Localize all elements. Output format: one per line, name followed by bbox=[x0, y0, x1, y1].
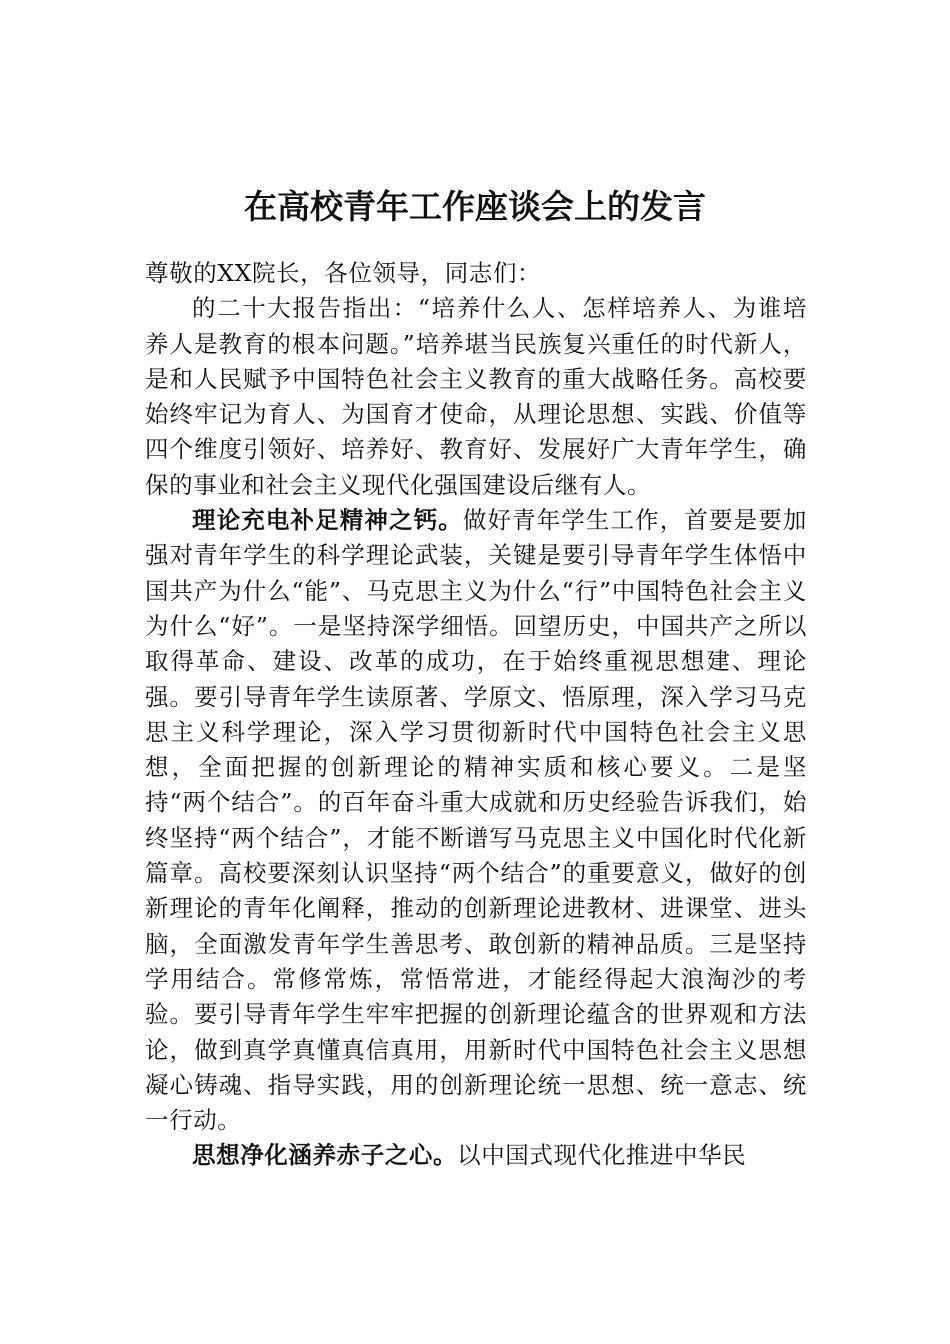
salutation: 尊敬的XX院长，各位领导，同志们： bbox=[145, 259, 542, 287]
paragraph-text: 做好青年学生工作，首要是要加强对青年学生的科学理论武装，关键是要引导青年学生体悟中国共产为什么“能”、马克思主义为什么“行”中国特色社会主义为什么“好”。一是坚持深学细悟。回望历史，中国共产之所以取得革命、建设、改革的成功，在于始终重视思想建、理论强。要引导青年学生读原著、学原文、悟原理，深入学习马克思主义科学理论，深入学习贯彻新时代中国特色社会主义思想，全面把握的创新理论的精神实质和核心要义。二是坚持“两个结合”。的百年奋斗重大成就和历史经验告诉我们，始终坚持“两个结合”，才能不断谱写马克思主义中国化时代化新篇章。高校要深刻认识坚持“两个结合”的重要意义，做好的创新理论的青年化阐释，推动的创新理论进教材、进课堂、进头脑，全面激发青年学生善思考、敢创新的精神品质。三是坚持学用结合。常修常炼，常悟常进，才能经得起大浪淘沙的考验。要引导青年学生牢牢把握的创新理论蕴含的世界观和方法论，做到真学真懂真信真用，用新时代中国特色社会主义思想凝心铸魂、指导实践，用的创新理论统一思想、统一意志、统一行动。 bbox=[145, 506, 807, 1135]
document-title: 在高校青年工作座谈会上的发言 bbox=[244, 187, 706, 227]
paragraph-text: 以中国式现代化推进中华民 bbox=[457, 1141, 747, 1170]
paragraph-text: 的二十大报告指出：“培养什么人、怎样培养人、为谁培养人是教育的根本问题。”培养堪当民族复兴重任的时代新人，是和人民赋予中国特色社会主义教育的重大战略任务。高校要始终牢记为育人、为国育才使命，从理论思想、实践、价值等四个维度引领好、培养好、教育好、发展好广大青年学生，确保的事业和社会主义现代化强国建设后继有人。 bbox=[145, 294, 807, 499]
paragraph-lead-heading: 理论充电补足精神之钙。 bbox=[192, 506, 463, 535]
document-body bbox=[145, 256, 807, 1174]
paragraph-theory bbox=[145, 503, 807, 1138]
paragraph-thought bbox=[145, 1138, 807, 1173]
paragraph-lead-heading: 思想净化涵养赤子之心。 bbox=[192, 1141, 458, 1170]
paragraph-intro bbox=[145, 291, 807, 503]
